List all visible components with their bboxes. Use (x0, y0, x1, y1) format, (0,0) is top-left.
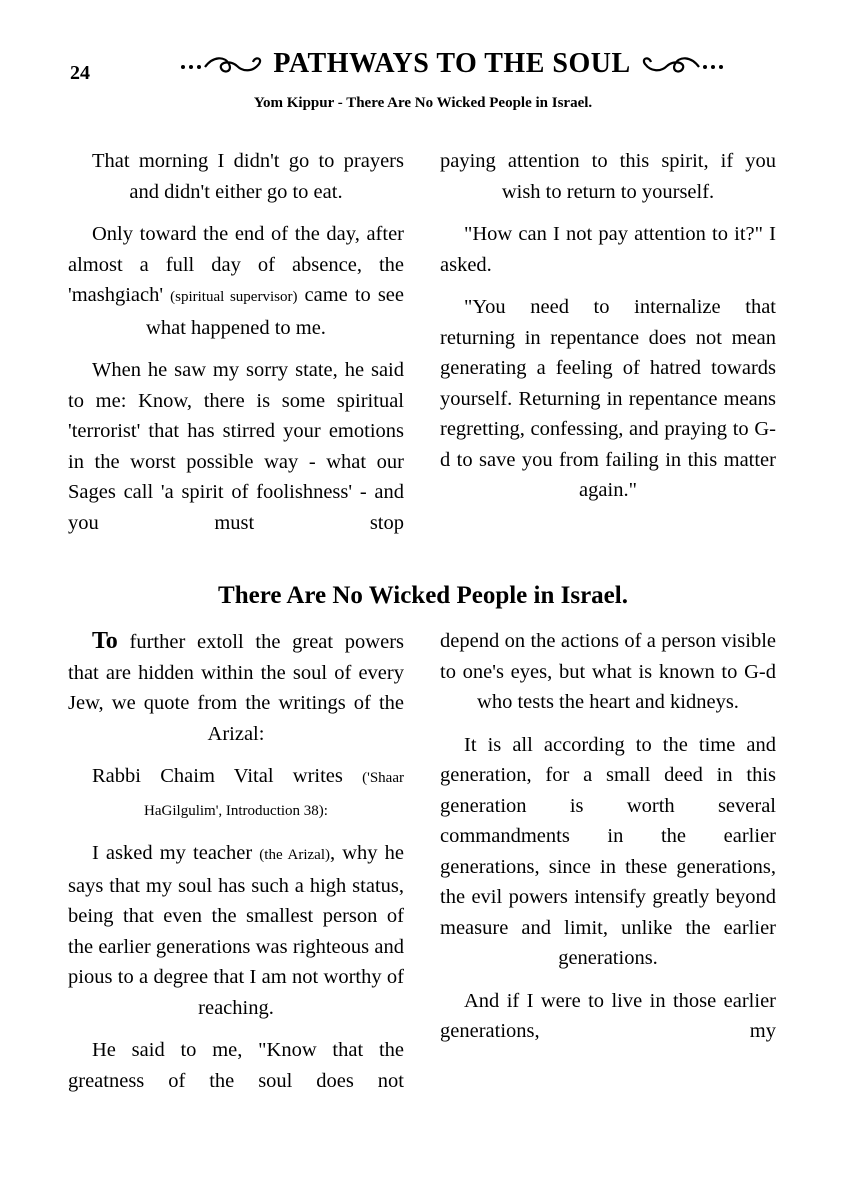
bottom-left-column (68, 626, 404, 1108)
paragraph-text: further extoll the great powers that are hidden within the soul of every Jew, we quote from the writings of the Arizal: (68, 631, 404, 745)
paragraph-text: I asked my teacher (92, 842, 260, 864)
paragraph: He said to me, "Know that the greatness of the soul does not (68, 1039, 404, 1092)
bottom-right-column (440, 626, 776, 1059)
paragraph (68, 219, 404, 343)
right-flourish-icon (637, 52, 725, 76)
page-number: 24 (70, 62, 90, 84)
section-heading: There Are No Wicked People in Israel. (218, 582, 628, 609)
paragraph: paying attention to this spirit, if you wish to return to yourself. (440, 150, 776, 203)
paragraph: It is all according to the time and generation, for a small deed in this generation is worth several commandments in the earlier generations, since in these generations, the evil powers intensify greatly beyond measure and limit, unlike the earlier generations. (440, 733, 776, 969)
paragraph-text: Only toward the end of the day, after almost a full day of absence, the 'mashgiach' (68, 223, 404, 306)
paragraph: "How can I not pay attention to it?" I asked. (440, 223, 776, 276)
page-header (62, 48, 762, 88)
paragraph-text: Rabbi Chaim Vital writes (92, 765, 363, 787)
drop-cap: To (92, 628, 118, 654)
book-title: PATHWAYS TO THE SOUL (273, 48, 631, 79)
paragraph-text: , why he says that my soul has such a high status, being that even the smallest person of the earlier generations was righteous and pious to a degree that I am not worthy of reaching. (68, 842, 404, 1019)
paragraph: And if I were to live in those earlier generations, my (440, 989, 776, 1042)
top-left-column (68, 146, 404, 550)
paragraph: That morning I didn't go to prayers and didn't either go to eat. (92, 150, 404, 203)
paragraph (68, 761, 404, 826)
paragraph (68, 838, 404, 1023)
paragraph: When he saw my sorry state, he said to me: Know, there is some spiritual 'terrorist' that has stirred your emotions in the worst possible way - what our Sages call 'a spirit of foolishness' - and you must stop (68, 359, 404, 534)
paragraph: "You need to internalize that returning in repentance does not mean generating a feeling of hatred towards yourself. Returning in repentance means regretting, confessing, and praying to G-d to save you from failing in this matter again." (440, 296, 776, 501)
left-flourish-icon (179, 52, 267, 76)
top-right-column (440, 146, 776, 518)
paragraph (68, 626, 404, 749)
paragraph-text: came to see what happened to me. (146, 284, 404, 339)
title-row (142, 48, 762, 80)
running-title: Yom Kippur - There Are No Wicked People in Israel. (253, 95, 593, 111)
paragraph: depend on the actions of a person visible to one's eyes, but what is known to G-d who tests the heart and kidneys. (440, 630, 776, 713)
citation: ('Shaar HaGilgulim', Introduction 38): (144, 770, 404, 819)
parenthetical-note: (the Arizal) (259, 847, 330, 863)
parenthetical-note: (spiritual supervisor) (170, 289, 298, 305)
